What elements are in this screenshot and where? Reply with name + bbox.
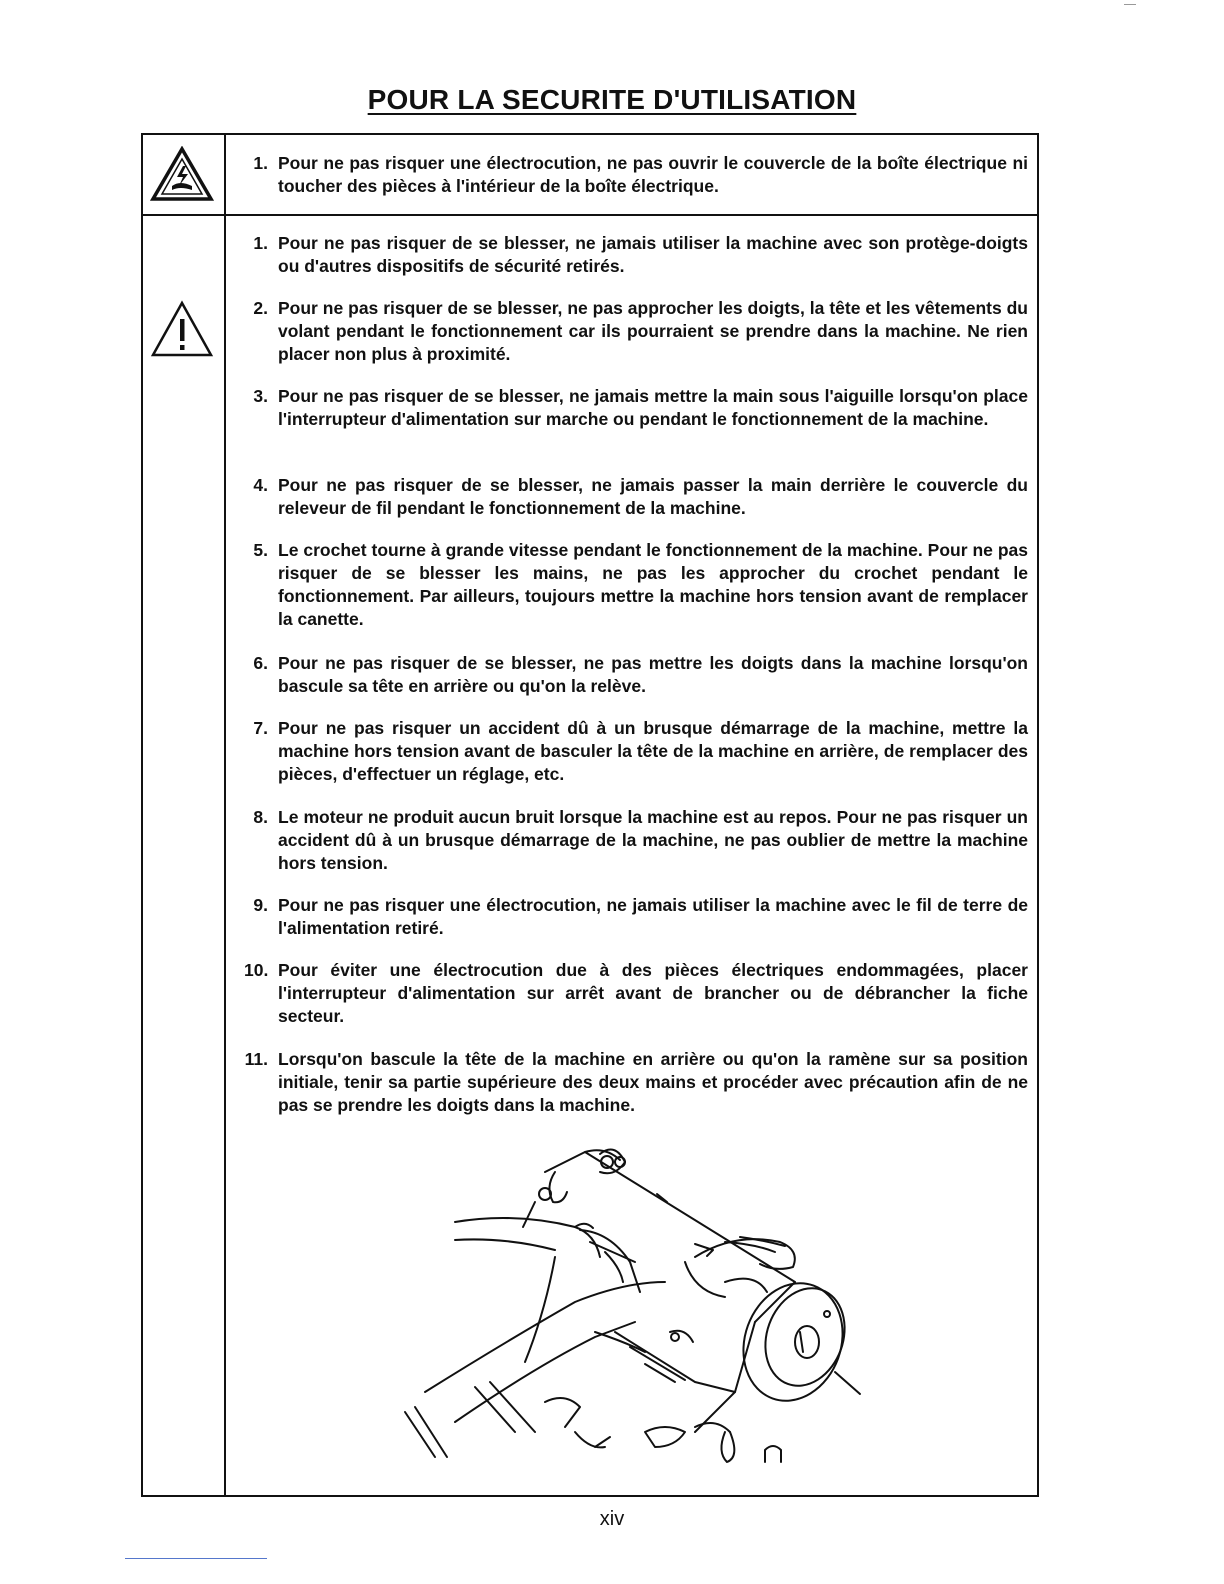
corner-mark (1124, 4, 1136, 5)
caution-item-10 (244, 959, 1028, 1028)
item-text: Pour ne pas risquer une électrocution, ne jamais utiliser la machine avec le fil de terre de l'alimentation retiré. (278, 895, 1028, 938)
table-column-divider (224, 133, 226, 1497)
caution-item-11 (244, 1048, 1028, 1117)
item-text: Pour ne pas risquer un accident dû à un brusque démarrage de la machine, mettre la machine hors tension avant de basculer la tête de la machine en arrière, de remplacer des pièces, d'effectuer un réglage, etc. (278, 718, 1028, 784)
item-text: Pour ne pas risquer de se blesser, ne jamais passer la main derrière le couvercle du releveur de fil pendant le fonctionnement de la machine. (278, 475, 1028, 518)
table-row-divider (141, 214, 1039, 216)
item-number: 2. (253, 298, 268, 318)
item-number: 7. (253, 718, 268, 738)
electric-warning-item-1 (244, 152, 1028, 198)
item-number: 11. (244, 1049, 268, 1069)
footer-rule (125, 1558, 267, 1559)
item-number: 1. (253, 153, 268, 173)
item-number: 1. (253, 233, 268, 253)
item-number: 9. (253, 895, 268, 915)
item-text: Le crochet tourne à grande vitesse pendant le fonctionnement de la machine. Pour ne pas risquer de se blesser les mains, ne pas les approcher du crochet pendant le fonctionnement. Par ailleurs, toujours mettre la machine hors tension avant de remplacer la canette. (278, 540, 1028, 629)
caution-item-4 (244, 474, 1028, 520)
caution-warning-icon (150, 300, 214, 358)
item-number: 3. (253, 386, 268, 406)
item-text: Pour ne pas risquer une électrocution, ne pas ouvrir le couvercle de la boîte électrique ni toucher des pièces à l'intérieur de la boîte électrique. (278, 153, 1028, 196)
caution-item-8 (244, 806, 1028, 875)
item-text: Pour ne pas risquer de se blesser, ne jamais mettre la main sous l'aiguille lorsqu'on place l'interrupteur d'alimentation sur marche ou pendant le fonctionnement de la machine. (278, 386, 1028, 429)
caution-item-1 (244, 232, 1028, 278)
sewing-machine-head-tilt-illustration (395, 1132, 875, 1472)
caution-item-2 (244, 297, 1028, 366)
item-number: 5. (253, 540, 268, 560)
item-number: 10. (244, 960, 269, 980)
caution-item-9 (244, 894, 1028, 940)
item-text: Pour ne pas risquer de se blesser, ne pas mettre les doigts dans la machine lorsqu'on bascule sa tête en arrière ou qu'on la relève. (278, 653, 1028, 696)
item-text: Pour éviter une électrocution due à des pièces électriques endommagées, placer l'interrupteur d'alimentation sur arrêt avant de brancher ou de débrancher la fiche secteur. (278, 960, 1028, 1026)
caution-item-3 (244, 385, 1028, 431)
item-text: Le moteur ne produit aucun bruit lorsque la machine est au repos. Pour ne pas risquer un accident dû à un brusque démarrage de la machine, ne pas oublier de mettre la machine hors tension. (278, 807, 1028, 873)
caution-item-5 (244, 539, 1028, 631)
page-number: xiv (599, 1508, 625, 1530)
item-number: 4. (253, 475, 268, 495)
caution-item-7 (244, 717, 1028, 786)
caution-item-6 (244, 652, 1028, 698)
item-text: Pour ne pas risquer de se blesser, ne pas approcher les doigts, la tête et les vêtements du volant pendant le fonctionnement car ils pourraient se prendre dans la machine. Ne rien placer non plus à proximité. (278, 298, 1028, 364)
electric-shock-warning-icon (150, 146, 214, 202)
item-number: 8. (253, 807, 268, 827)
item-text: Pour ne pas risquer de se blesser, ne jamais utiliser la machine avec son protège-doigts ou d'autres dispositifs de sécurité retirés. (278, 233, 1028, 276)
item-text: Lorsqu'on bascule la tête de la machine en arrière ou qu'on la ramène sur sa position initiale, tenir sa partie supérieure des deux mains et procéder avec précaution afin de ne pas se prendre les doigts dans la machine. (278, 1049, 1028, 1115)
page-title: POUR LA SECURITE D'UTILISATION (367, 84, 857, 115)
item-number: 6. (253, 653, 268, 673)
